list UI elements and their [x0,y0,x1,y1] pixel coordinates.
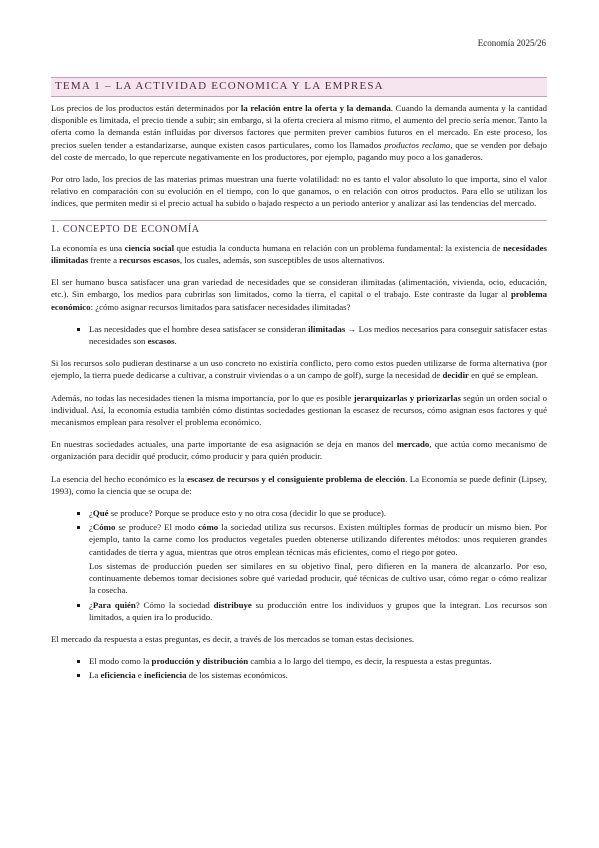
question-how: ▪ ¿Cómo se produce? El modo cómo la sociedad utiliza sus recursos. Existen múltiples formas de producir un mismo bien. Por ejemplo, tanto la carne como los productos vegetales pueden obtenerse utilizando diferentes métodos: unos requieren grandes cantidades de tierra y agua, mientras que otros emplean técnicas más eficientes, como el riego por goteo. Los sistemas de producción pueden ser similares en su objetivo final, pero difieren en la manera de alcanzarlo. Por eso, continuamente debemos tomar decisiones sobre qué variedad producir, qué técnicas de cultivo usar, cómo regar o cómo realizar la cosecha. [89,521,547,596]
bullet-item: ▪ El modo como la producción y distribución cambia a lo largo del tiempo, es decir, la respuesta a estas preguntas. [89,655,547,667]
section-paragraph-1: La economía es una ciencia social que estudia la conducta humana en relación con un problema fundamental: la existencia de necesidades ilimitadas frente a recursos escasos, los cuales, además, son susceptibles de usos alternativos. [51,242,547,266]
section-paragraph-4: Además, no todas las necesidades tienen la misma importancia, por lo que es posible jerarquizarlas y priorizarlas según un orden social o individual. Así, la economía estudia también cómo distintas sociedades gestionan la escasez de recursos, cómo asignan esos factores y qué mecanismos emplean para resolver el problema económico. [51,392,548,428]
question-for-whom: ▪ ¿Para quién? Cómo la sociedad distribuye su producción entre los individuos y grupos que la integran. Los recursos son limitados, a quien ira lo producido. [89,599,547,623]
section-paragraph-3: Si los recursos solo pudieran destinarse a un uso concreto no existiría conflicto, pero como estos pueden utilizarse de forma alternativa (por ejemplo, la tierra puede dedicarse a cultivar, a construir viviendas o a un campo de golf), surge la necesidad de decidir en qué se emplean. [51,358,547,381]
section-paragraph-7: El mercado da respuesta a estas preguntas, es decir, a través de los mercados se toman estas decisiones. [51,633,415,644]
course-header: Economía 2025/26 [477,38,546,48]
bullet-item: ▪ La eficiencia e ineficiencia de los sistemas económicos. [89,669,547,681]
intro-paragraph-1: Los precios de los productos están determinados por la relación entre la oferta y la demanda. Cuando la demanda aumenta y la cantidad disponible es limitada, el precio tiende a subir; sin embargo, si la oferta creciera al mismo ritmo, el aumento del precio sería menor. Tanto la oferta como la demanda están influidas por diversos factores que permiten prever cambios futuros en el mercado. En este proceso, los precios suelen tender a estandarizarse, aunque existen casos particulares, como los llamados productos reclamo, que se venden por debajo del coste de mercado, lo que repercute negativamente en los productores, por ejemplo, pagando muy poco a los ganaderos. [51,103,548,162]
chapter-title-band [51,77,547,97]
document-body [51,102,547,692]
question-how-detail: Los sistemas de producción pueden ser similares en su objetivo final, pero difieren en la manera de alcanzarlo. Por eso, continuamente debemos tomar decisiones sobre qué variedad producir, qué técnicas de cultivo usar, cómo regar o cómo realizar la cosecha. [89,560,547,596]
question-list [51,507,547,623]
bullet-list-1 [51,323,547,347]
bullet-list-2 [51,655,547,681]
section-paragraph-2: El ser humano busca satisfacer una gran variedad de necesidades que se consideran ilimitadas (alimentación, vivienda, ocio, educación, etc.). Sin embargo, los medios para cubrirlas son limitados, como la tierra, el capital o el trabajo. Este contraste da lugar al problema económico: ¿cómo asignar recursos limitados para satisfacer necesidades ilimitadas? [51,277,547,312]
section-paragraph-6: La esencia del hecho económico es la escasez de recursos y el consiguiente problema de elección. La Economía se puede definir (Lipsey, 1993), como la ciencia que se ocupa de: [51,473,547,496]
chapter-title: TEMA 1 – LA ACTIVIDAD ECONOMICA Y LA EMPRESA [55,80,384,92]
section-heading: 1. CONCEPTO DE ECONOMÍA [51,220,547,236]
question-what: ▪ ¿Qué se produce? Porque se produce esto y no otra cosa (decidir lo que se produce). [89,507,547,519]
intro-paragraph-2: Por otro lado, los precios de las materias primas muestran una fuerte volatilidad: no es tanto el valor absoluto lo que importa, sino el valor relativo en comparación con su evolución en el tiempo, con lo que ganamos, o en relación con otros productos. Para ello se utilizan los índices, que permiten medir si el precio actual ha subido o bajado respecto a un periodo anterior y analizar así las tendencias del mercado. [51,174,547,209]
section-paragraph-5: En nuestras sociedades actuales, una parte importante de esa asignación se deja en manos del mercado, que actúa como mecanismo de organización para decidir qué producir, cómo producir y para quién producir. [51,439,547,462]
bullet-item: ▪ Las necesidades que el hombre desea satisfacer se consideran ilimitadas → Los medios necesarios para conseguir satisfacer estas necesidades son escasos. [89,323,547,347]
